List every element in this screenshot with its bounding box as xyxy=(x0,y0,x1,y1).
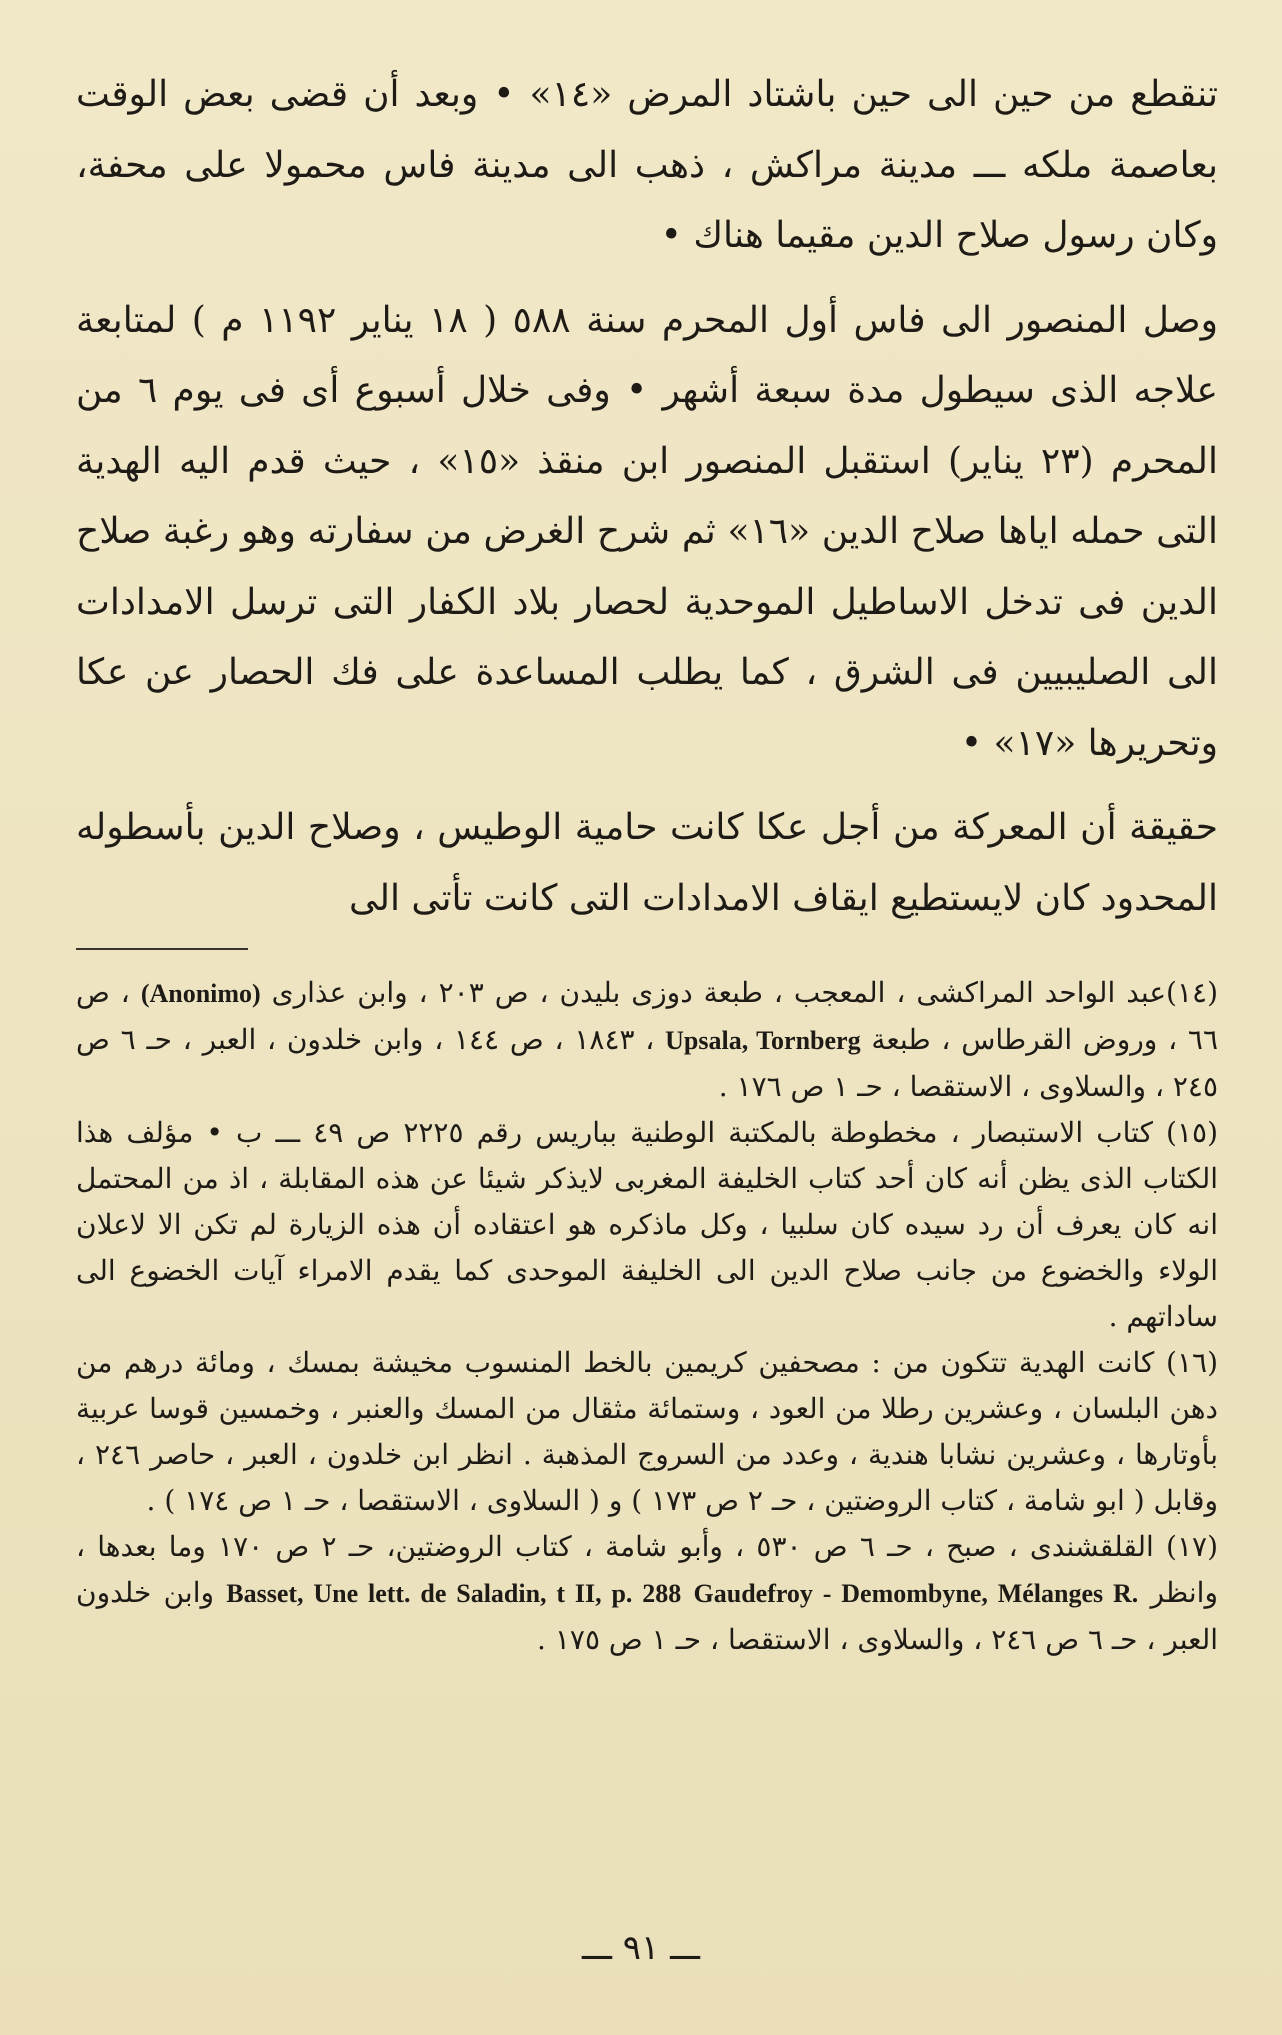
latin-reference: (Anonimo) xyxy=(140,979,261,1008)
latin-reference: Gaudefroy - Demombyne, Mélanges R. xyxy=(693,1579,1139,1608)
paragraph: حقيقة أن المعركة من أجل عكا كانت حامية الوطيس ، وصلاح الدين بأسطوله المحدود كان لايستطيع ايقاف الامدادات التى كانت تأتى الى xyxy=(76,807,1218,919)
footnotes xyxy=(76,970,1218,1663)
main-text xyxy=(76,60,1218,934)
footnote-14 xyxy=(76,970,1218,1110)
footnote-divider xyxy=(76,948,248,950)
footnote-text: ، ص ٦٦ ، وروض القرطاس ، طبعة xyxy=(76,976,1218,1056)
footnote-15: (١٥) كتاب الاستبصار ، مخطوطة بالمكتبة الوطنية بباريس رقم ٢٢٢٥ ص ٤٩ ـــ ب • مؤلف هذا الكتاب الذى يظن أنه كان أحد كتاب الخليفة المغربى لايذكر شيئا عن هذه المقابلة ، اذ من المحتمل انه كان يعرف أن رد سيده كان سلبيا ، وكل ماذكره هو اعتقاده أن هذه الزيارة لم تكن الا لاعلان الولاء والخضوع من جانب صلاح الدين الى الخليفة الموحدى كما يقدم الامراء آيات الخضوع الى ساداتهم . xyxy=(76,1116,1218,1333)
footnote-text xyxy=(681,1576,693,1609)
footnote-text: وابن خلدون العبر ، حـ ٦ ص ٢٤٦ ، والسلاوى ، الاستقصا ، حـ ١ ص ١٧٥ . xyxy=(76,1576,1218,1656)
paragraph: تنقطع من حين الى حين باشتاد المرض «١٤» • وبعد أن قضى بعض الوقت بعاصمة ملكه ـــ مدينة مراكش ، ذهب الى مدينة فاس محمولا على محفة، وكان رسول صلاح الدين مقيما هناك • xyxy=(76,74,1218,256)
footnote-text: (١٧) القلقشندى ، صبح ، حـ ٦ ص ٥٣٠ ، وأبو شامة ، كتاب الروضتين، حـ ٢ ص ١٧٠ وما بعدها ، وانظر xyxy=(76,1530,1218,1609)
footnote-17 xyxy=(76,1524,1218,1663)
paragraph: وصل المنصور الى فاس أول المحرم سنة ٥٨٨ ( ١٨ يناير ١١٩٢ م ) لمتابعة علاجه الذى سيطول مدة سبعة أشهر • وفى خلال أسبوع أى فى يوم ٦ من المحرم (٢٣ يناير) استقبل المنصور ابن منقذ «١٥» ، حيث قدم اليه الهدية التى حمله اياها صلاح الدين «١٦» ثم شرح الغرض من سفارته وهو رغبة صلاح الدين فى تدخل الاساطيل الموحدية لحصار بلاد الكفار التى ترسل الامدادات الى الصليبيين فى الشرق ، كما يطلب المساعدة على فك الحصار عن عكا وتحريرها «١٧» • xyxy=(76,299,1219,764)
footnote-text: (١٤)عبد الواحد المراكشى ، المعجب ، طبعة دوزى بليدن ، ص ٢٠٣ ، وابن عذارى xyxy=(260,976,1218,1009)
latin-reference: Basset, Une lett. de Saladin, t II, p. 288 xyxy=(226,1579,682,1608)
page-number: ـــ ٩١ ـــ xyxy=(582,1928,700,1968)
footnote-text: ، ١٨٤٣ ، ص ١٤٤ ، وابن خلدون ، العبر ، حـ ٦ ص ٢٤٥ ، والسلاوى ، الاستقصا ، حـ ١ ص ١٧٦ . xyxy=(76,1023,1218,1103)
footnote-16: (١٦) كانت الهدية تتكون من : مصحفين كريمين بالخط المنسوب مخيشة بمسك ، ومائة درهم من دهن البلسان ، وعشرين رطلا من العود ، وستمائة مثقال من المسك والعنبر ، وخمسين قوسا عربية بأوتارها ، وعشرين نشابا هندية ، وعدد من السروج المذهبة . انظر ابن خلدون ، العبر ، حاصر ٢٤٦ ، وقابل ( ابو شامة ، كتاب الروضتين ، حـ ٢ ص ١٧٣ ) و ( السلاوى ، الاستقصا ، حـ ١ ص ١٧٤ ) . xyxy=(76,1346,1218,1517)
latin-reference: Upsala, Tornberg xyxy=(665,1026,861,1055)
